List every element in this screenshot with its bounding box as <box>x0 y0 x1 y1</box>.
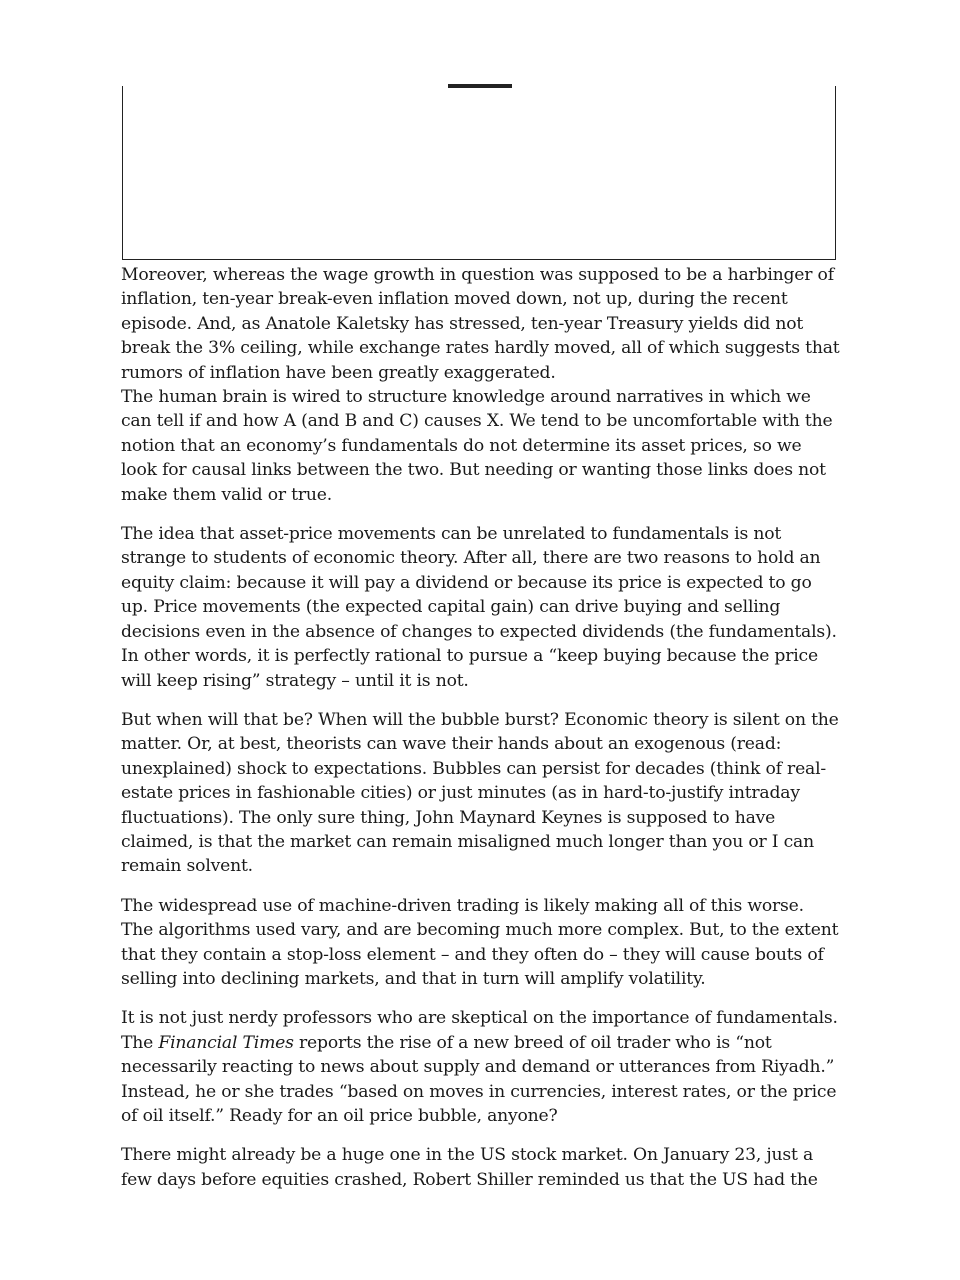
figure-frame <box>122 86 836 260</box>
figure-top-mark <box>448 84 512 88</box>
publication-name: Financial Times <box>158 1032 294 1053</box>
article-body <box>121 263 841 1207</box>
paragraph-text: It is not just nerdy professors who are skeptical on the importance of fundamentals. The <box>121 1008 838 1053</box>
paragraph: There might already be a huge one in the US stock market. On January 23, just a few days before equities crashed, Robert Shiller reminded us that the US had the <box>121 1145 818 1190</box>
paragraph: The widespread use of machine-driven trading is likely making all of this worse. The algorithms used vary, and are becoming much more complex. But, to the extent that they contain a stop-loss element – and they often do – they will cause bouts of selling into declining markets, and that in turn will amplify volatility. <box>121 895 839 989</box>
paragraph: Moreover, whereas the wage growth in question was supposed to be a harbinger of inflation, ten-year break-even inflation moved down, not up, during the recent episode. And, as Anatole Kaletsky has stressed, ten-year Treasury yields did not break the 3% ceiling, while exchange rates hardly moved, all of which suggests that rumors of inflation have been greatly exaggerated. <box>121 265 840 383</box>
paragraph-text: reports the rise of a new breed of oil trader who is “not necessarily reacting to news about supply and demand or utterances from Riyadh.” Instead, he or she trades “based on moves in currencies, interest rates, or the price of oil itself.” Ready for an oil price bubble, anyone? <box>121 1032 837 1126</box>
paragraph: But when will that be? When will the bubble burst? Economic theory is silent on the matter. Or, at best, theorists can wave their hands about an exogenous (read: unexplained) shock to expectations. Bubbles can persist for decades (think of real-estate prices in fashionable cities) or just minutes (as in hard-to-justify intraday fluctuations). The only sure thing, John Maynard Keynes is supposed to have claimed, is that the market can remain misaligned much longer than you or I can remain solvent. <box>121 709 839 877</box>
paragraph-financial-times <box>121 1006 841 1128</box>
paragraph: The human brain is wired to structure knowledge around narratives in which we can tell if and how A (and B and C) causes X. We tend to be uncomfortable with the notion that an economy’s fundamentals do not determine its asset prices, so we look for causal links between the two. But needing or wanting those links does not make them valid or true. <box>121 387 833 505</box>
paragraph: The idea that asset-price movements can be unrelated to fundamentals is not strange to students of economic theory. After all, there are two reasons to hold an equity claim: because it will pay a dividend or because its price is expected to go up. Price movements (the expected capital gain) can drive buying and selling decisions even in the absence of changes to expected dividends (the fundamentals). In other words, it is perfectly rational to pursue a “keep buying because the price will keep rising” strategy – until it is not. <box>121 524 837 691</box>
